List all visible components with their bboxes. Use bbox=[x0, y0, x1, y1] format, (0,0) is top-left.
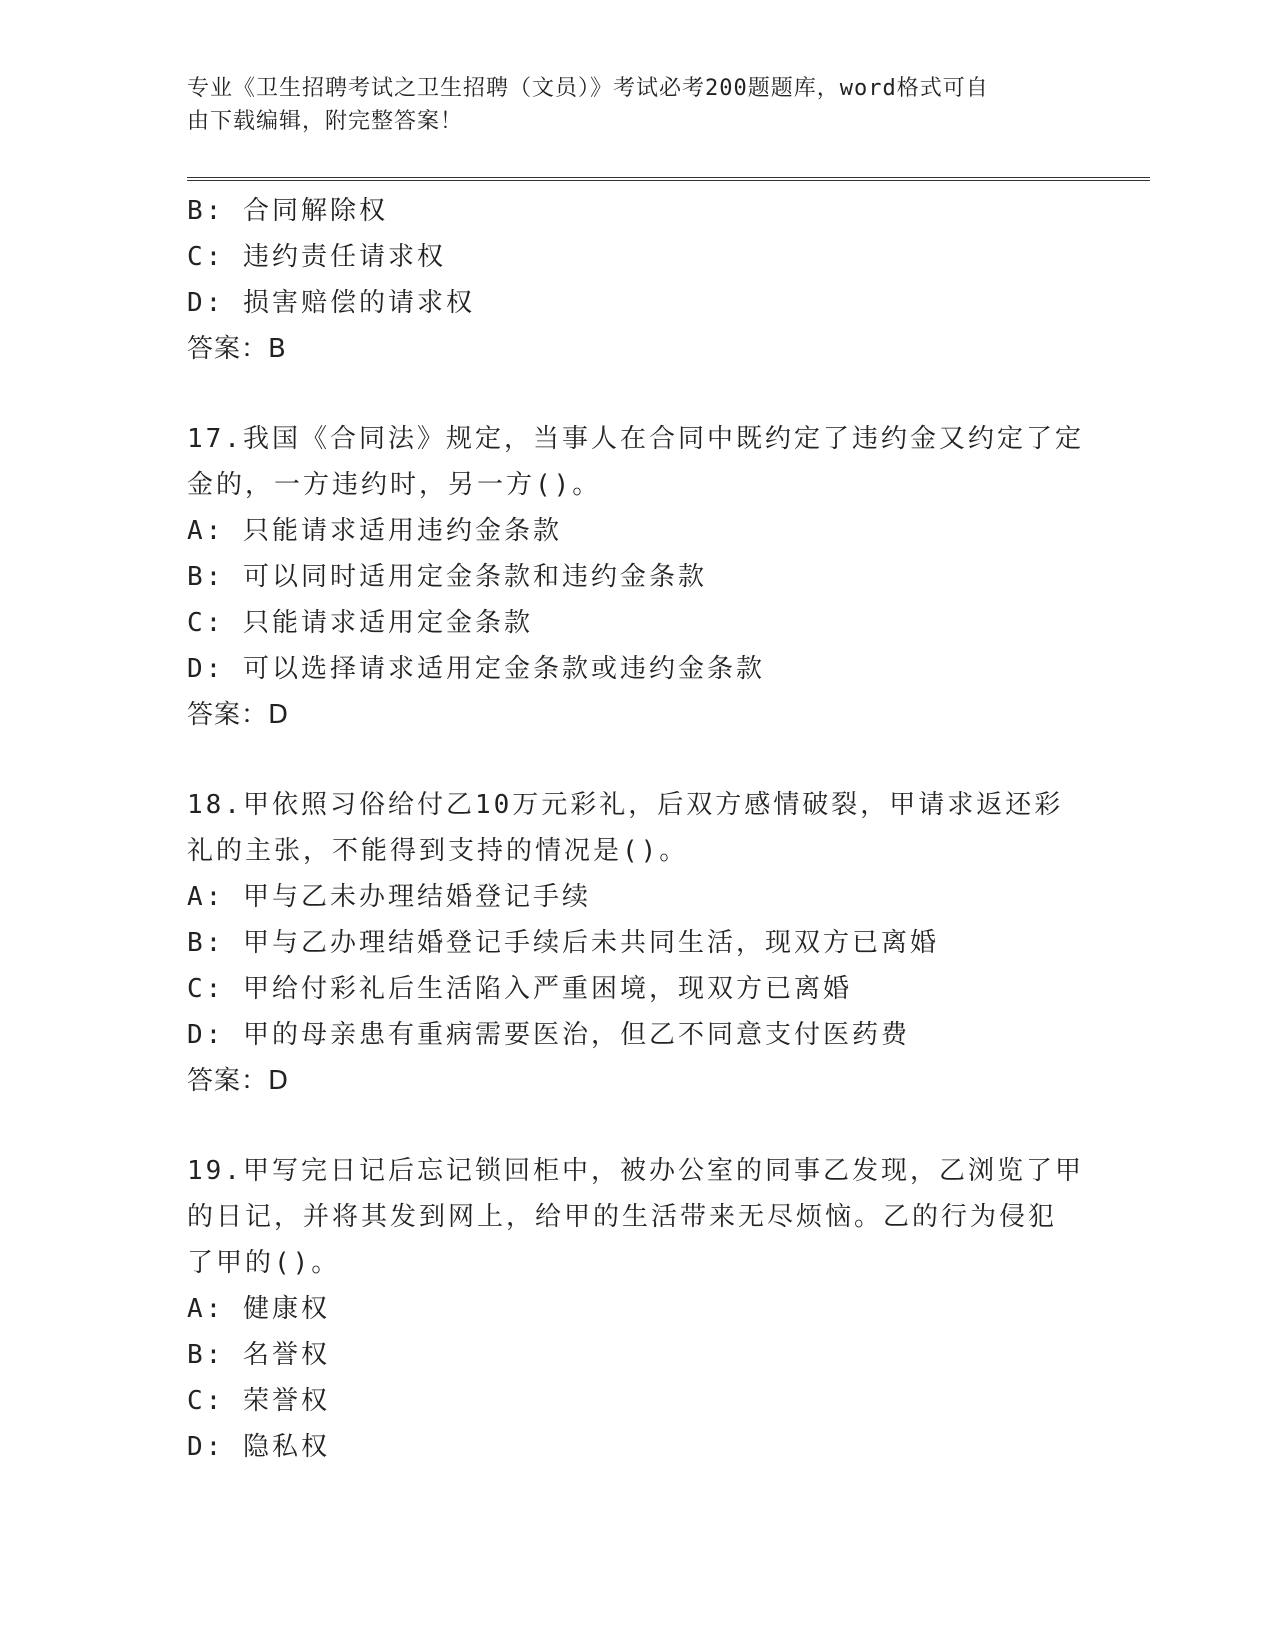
question-stem-line: 的日记，并将其发到网上，给甲的生活带来无尽烦恼。乙的行为侵犯 bbox=[187, 1202, 1058, 1232]
question-16-continued bbox=[187, 188, 1087, 372]
question-stem-line: 了甲的()。 bbox=[187, 1248, 341, 1278]
option-a: A: 健康权 bbox=[187, 1294, 330, 1324]
option-b: B: 合同解除权 bbox=[187, 196, 388, 226]
option-d: D: 可以选择请求适用定金条款或违约金条款 bbox=[187, 654, 765, 684]
option-c: C: 荣誉权 bbox=[187, 1386, 330, 1416]
header-divider bbox=[187, 177, 1150, 181]
option-c: C: 只能请求适用定金条款 bbox=[187, 608, 533, 638]
option-b: B: 可以同时适用定金条款和违约金条款 bbox=[187, 562, 707, 592]
header-line-1: 专业《卫生招聘考试之卫生招聘（文员）》考试必考200题题库，word格式可自 bbox=[187, 76, 989, 101]
option-d: D: 甲的母亲患有重病需要医治，但乙不同意支付医药费 bbox=[187, 1020, 910, 1050]
question-stem-line: 礼的主张，不能得到支持的情况是()。 bbox=[187, 836, 689, 866]
option-b: B: 甲与乙办理结婚登记手续后未共同生活，现双方已离婚 bbox=[187, 928, 939, 958]
spacer bbox=[187, 738, 1087, 782]
question-17 bbox=[187, 416, 1087, 738]
option-a: A: 只能请求适用违约金条款 bbox=[187, 516, 562, 546]
option-a: A: 甲与乙未办理结婚登记手续 bbox=[187, 882, 591, 912]
answer: 答案：D bbox=[187, 700, 290, 730]
document-header bbox=[187, 72, 1067, 138]
option-d: D: 损害赔偿的请求权 bbox=[187, 288, 475, 318]
answer: 答案：B bbox=[187, 334, 287, 364]
question-stem-line: 17.我国《合同法》规定，当事人在合同中既约定了违约金又约定了定 bbox=[187, 424, 1084, 454]
question-list bbox=[187, 188, 1087, 1470]
answer: 答案：D bbox=[187, 1066, 290, 1096]
header-line-2: 由下载编辑，附完整答案！ bbox=[187, 109, 464, 134]
spacer bbox=[187, 1104, 1087, 1148]
spacer bbox=[187, 372, 1087, 416]
option-c: C: 甲给付彩礼后生活陷入严重困境，现双方已离婚 bbox=[187, 974, 852, 1004]
question-19 bbox=[187, 1148, 1087, 1470]
question-stem-line: 19.甲写完日记后忘记锁回柜中，被办公室的同事乙发现，乙浏览了甲 bbox=[187, 1156, 1084, 1186]
option-c: C: 违约责任请求权 bbox=[187, 242, 446, 272]
question-stem-line: 金的，一方违约时，另一方()。 bbox=[187, 470, 602, 500]
question-stem-line: 18.甲依照习俗给付乙10万元彩礼，后双方感情破裂，甲请求返还彩 bbox=[187, 790, 1064, 820]
option-b: B: 名誉权 bbox=[187, 1340, 330, 1370]
option-d: D: 隐私权 bbox=[187, 1432, 330, 1462]
question-18 bbox=[187, 782, 1087, 1104]
